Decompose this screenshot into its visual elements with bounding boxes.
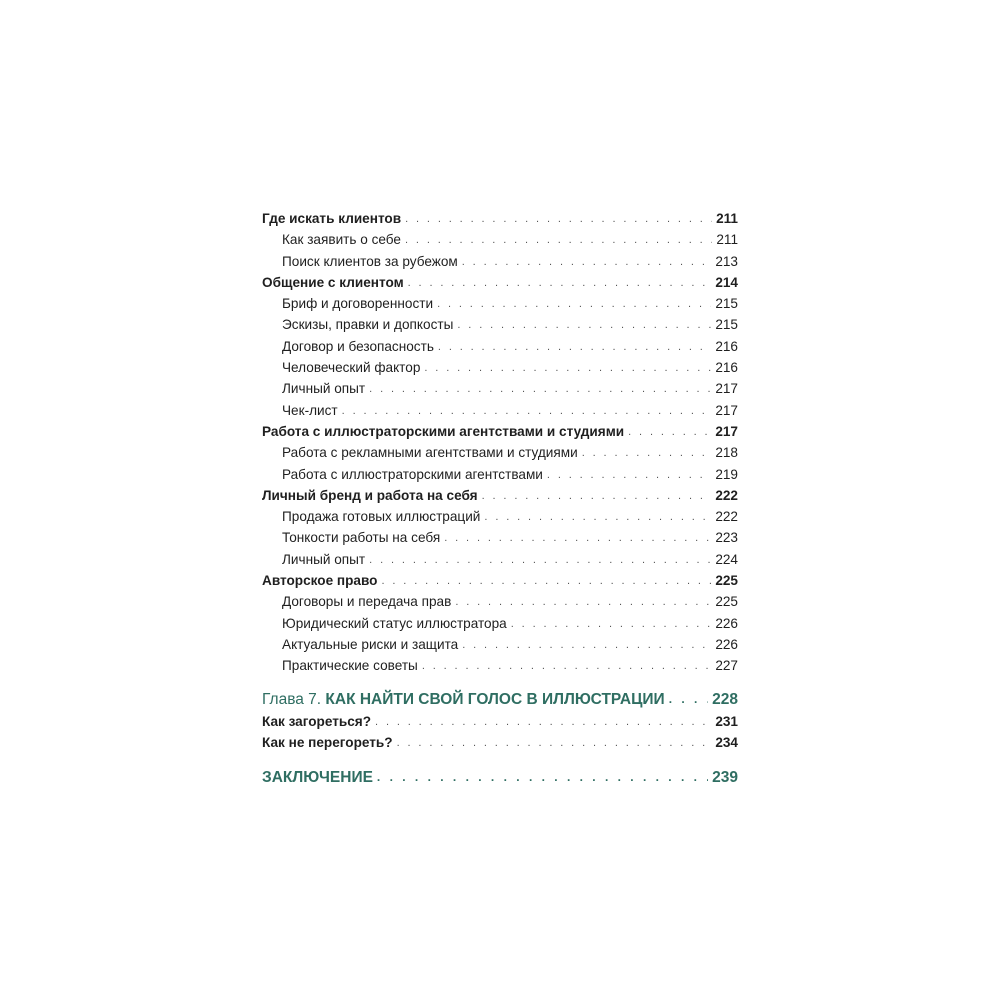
chapter-title (262, 688, 665, 711)
page-number: 215 (715, 317, 738, 333)
toc-section-entry[interactable] (262, 732, 738, 753)
toc-conclusion[interactable] (262, 766, 738, 789)
toc-section-entry[interactable] (262, 272, 738, 293)
dot-leader (424, 358, 711, 379)
entry-title: Актуальные риски и защита (282, 636, 459, 652)
toc-subsection-entry[interactable] (262, 464, 738, 485)
dot-leader (422, 656, 712, 677)
dot-leader (455, 592, 711, 613)
toc-subsection-entry[interactable] (262, 655, 738, 676)
dot-leader (628, 422, 711, 443)
entry-title: Тонкости работы на себя (282, 530, 441, 546)
dot-leader (462, 252, 712, 273)
page-number: 222 (715, 487, 738, 503)
entry-title: Работа с рекламными агентствами и студиями (282, 445, 578, 461)
entry-title: Поиск клиентов за рубежом (282, 253, 458, 269)
toc-section-entry[interactable] (262, 711, 738, 732)
page-number: 219 (715, 466, 738, 482)
table-of-contents (262, 208, 738, 789)
page-number: 226 (715, 615, 738, 631)
page-number: 214 (715, 274, 738, 290)
page-number: 226 (715, 636, 738, 652)
page-number: 225 (715, 573, 738, 589)
entry-title: Договор и безопасность (282, 338, 434, 354)
dot-leader (405, 209, 712, 230)
toc-section-2 (262, 711, 738, 754)
toc-subsection-entry[interactable] (262, 506, 738, 527)
dot-leader (377, 766, 708, 789)
page-number: 218 (715, 445, 738, 461)
dot-leader (582, 443, 712, 464)
entry-title: Как заявить о себе (282, 232, 401, 248)
toc-section-1 (262, 208, 738, 677)
dot-leader (462, 635, 711, 656)
entry-title: Чек-лист (282, 402, 338, 418)
page-number: 211 (716, 211, 738, 226)
toc-subsection-entry[interactable] (262, 400, 738, 421)
toc-subsection-entry[interactable] (262, 634, 738, 655)
dot-leader (381, 571, 711, 592)
toc-section-entry[interactable] (262, 570, 738, 591)
page-number: 223 (715, 530, 738, 546)
toc-subsection-entry[interactable] (262, 591, 738, 612)
chapter-name: КАК НАЙТИ СВОЙ ГОЛОС В ИЛЛЮСТРАЦИИ (325, 690, 665, 708)
toc-subsection-entry[interactable] (262, 378, 738, 399)
page-number: 217 (715, 381, 738, 397)
dot-leader (438, 337, 711, 358)
page-number: 224 (715, 551, 738, 567)
dot-leader (669, 688, 708, 711)
toc-subsection-entry[interactable] (262, 336, 738, 357)
page-number: 217 (715, 423, 738, 439)
dot-leader (437, 294, 711, 315)
chapter-prefix: Глава 7. (262, 690, 322, 708)
entry-title: Бриф и договоренности (282, 296, 434, 312)
dot-leader (484, 507, 711, 528)
page-number: 234 (715, 734, 738, 750)
page-number: 227 (715, 658, 738, 674)
entry-title: Договоры и передача прав (282, 594, 452, 610)
dot-leader (408, 273, 712, 294)
entry-title: Как загореться? (262, 713, 372, 729)
dot-leader (405, 230, 712, 251)
dot-leader (397, 733, 712, 754)
page-number: 211 (716, 232, 738, 248)
entry-title: Общение с клиентом (262, 274, 404, 290)
entry-title: Личный опыт (282, 551, 366, 567)
entry-title: Авторское право (262, 573, 378, 589)
toc-subsection-entry[interactable] (262, 251, 738, 272)
toc-subsection-entry[interactable] (262, 357, 738, 378)
toc-section-entry[interactable] (262, 485, 738, 506)
page-number: 231 (715, 713, 738, 729)
entry-title: Работа с иллюстраторскими агентствами (282, 466, 543, 482)
dot-leader (457, 315, 711, 336)
spacer (262, 677, 738, 688)
conclusion-title: ЗАКЛЮЧЕНИЕ (262, 769, 373, 787)
toc-section-entry[interactable] (262, 208, 738, 229)
toc-chapter-7[interactable] (262, 688, 738, 711)
page-number: 228 (712, 690, 738, 708)
toc-subsection-entry[interactable] (262, 527, 738, 548)
entry-title: Практические советы (282, 658, 418, 674)
page-number: 213 (715, 253, 738, 269)
entry-title: Человеческий фактор (282, 360, 421, 376)
toc-subsection-entry[interactable] (262, 549, 738, 570)
entry-title: Где искать клиентов (262, 211, 402, 226)
dot-leader (482, 486, 712, 507)
entry-title: Работа с иллюстраторскими агентствами и студиями (262, 423, 625, 439)
toc-subsection-entry[interactable] (262, 293, 738, 314)
dot-leader (547, 465, 711, 486)
entry-title: Как не перегореть? (262, 734, 393, 750)
toc-subsection-entry[interactable] (262, 314, 738, 335)
entry-title: Личный бренд и работа на себя (262, 487, 478, 503)
toc-section-entry[interactable] (262, 421, 738, 442)
page-number: 216 (715, 360, 738, 376)
dot-leader (375, 712, 711, 733)
entry-title: Эскизы, правки и допкосты (282, 317, 454, 333)
page-number: 216 (715, 338, 738, 354)
dot-leader (342, 401, 712, 422)
entry-title: Личный опыт (282, 381, 366, 397)
toc-subsection-entry[interactable] (262, 229, 738, 250)
entry-title: Юридический статус иллюстратора (282, 615, 507, 631)
page-number: 225 (715, 594, 738, 610)
page-number: 217 (715, 402, 738, 418)
page-number: 222 (715, 509, 738, 525)
page-number: 215 (715, 296, 738, 312)
entry-title: Продажа готовых иллюстраций (282, 509, 481, 525)
toc-subsection-entry[interactable] (262, 442, 738, 463)
dot-leader (444, 528, 711, 549)
dot-leader (369, 379, 711, 400)
spacer (262, 753, 738, 766)
dot-leader (369, 550, 711, 571)
page-number: 239 (712, 769, 738, 787)
toc-subsection-entry[interactable] (262, 613, 738, 634)
dot-leader (511, 614, 712, 635)
